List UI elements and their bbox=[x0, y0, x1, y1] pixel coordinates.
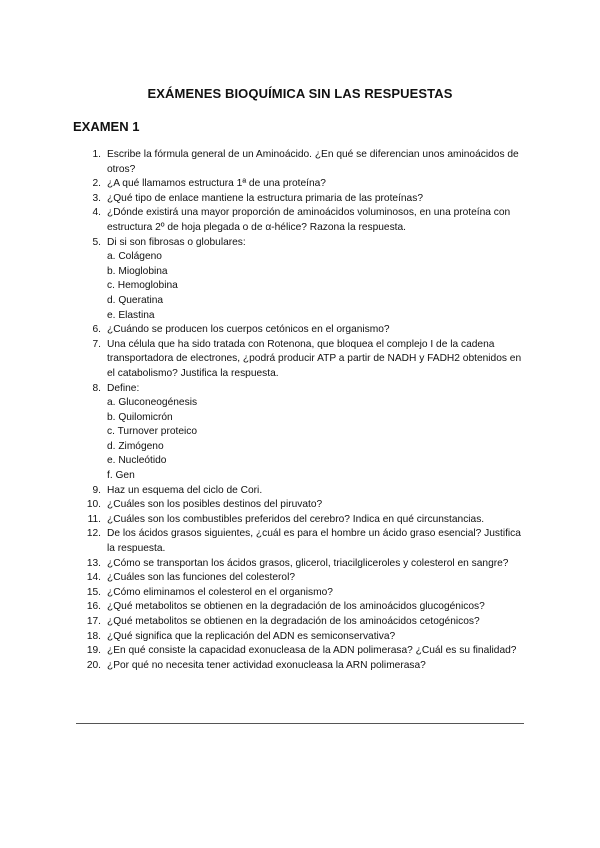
question-text: ¿Qué metabolitos se obtienen en la degradación de los aminoácidos cetogénicos? bbox=[107, 616, 480, 627]
question-number: 6. bbox=[92, 324, 101, 336]
question-item bbox=[80, 177, 530, 192]
sub-option: d. Queratina bbox=[107, 294, 164, 306]
question-number: 15. bbox=[86, 586, 101, 598]
question-number: 13. bbox=[86, 557, 101, 569]
question-item bbox=[80, 236, 530, 324]
sub-option: d. Zimógeno bbox=[107, 440, 164, 452]
sub-option: e. Nucleótido bbox=[107, 455, 167, 467]
question-number: 14. bbox=[86, 572, 101, 584]
question-text: Una célula que ha sido tratada con Rotenona, que bloquea el complejo I de la cadena transportadora de electrones, ¿podrá producir ATP a partir de NADH y FADH2 obtenidos en el catabolismo? Justifica la respuesta. bbox=[107, 338, 522, 379]
question-text: Haz un esquema del ciclo de Cori. bbox=[107, 484, 263, 496]
document-title: EXÁMENES BIOQUÍMICA SIN LAS RESPUESTAS bbox=[147, 86, 453, 101]
question-item bbox=[80, 484, 530, 499]
question-item bbox=[80, 206, 530, 235]
question-item bbox=[80, 557, 530, 572]
question-text: ¿A qué llamamos estructura 1ª de una proteína? bbox=[107, 178, 326, 190]
question-text: ¿Cuáles son las funciones del colesterol? bbox=[107, 572, 296, 584]
question-number: 10. bbox=[86, 499, 101, 511]
sub-option: b. Mioglobina bbox=[107, 265, 168, 277]
question-item bbox=[80, 586, 530, 601]
question-item bbox=[80, 659, 530, 674]
question-text: ¿Qué metabolitos se obtienen en la degradación de los aminoácidos glucogénicos? bbox=[107, 601, 485, 613]
question-item bbox=[80, 323, 530, 338]
question-text: ¿En qué consiste la capacidad exonucleasa de la ADN polimerasa? ¿Cuál es su finalidad? bbox=[107, 645, 517, 657]
question-item bbox=[80, 615, 530, 630]
question-item bbox=[80, 382, 530, 484]
question-text: ¿Qué significa que la replicación del ADN es semiconservativa? bbox=[107, 630, 396, 642]
question-number: 1. bbox=[92, 149, 101, 160]
question-item bbox=[80, 498, 530, 513]
question-number: 16. bbox=[86, 601, 101, 613]
question-item bbox=[80, 513, 530, 528]
question-text: Escribe la fórmula general de un Aminoácido. ¿En qué se diferencian unos aminoácidos de otros? bbox=[107, 149, 519, 175]
question-text: ¿Cuáles son los posibles destinos del piruvato? bbox=[107, 499, 323, 511]
sub-option: f. Gen bbox=[107, 470, 135, 482]
divider-line bbox=[76, 723, 524, 724]
question-item bbox=[80, 571, 530, 586]
question-number: 5. bbox=[92, 236, 101, 248]
sub-option: c. Hemoglobina bbox=[107, 280, 178, 292]
question-number: 20. bbox=[86, 659, 101, 671]
question-number: 4. bbox=[92, 207, 101, 219]
question-text: ¿Qué tipo de enlace mantiene la estructura primaria de las proteínas? bbox=[107, 192, 423, 204]
question-item bbox=[80, 600, 530, 615]
question-item bbox=[80, 338, 530, 382]
sub-option: c. Turnover proteico bbox=[107, 426, 198, 438]
question-text: ¿Cómo eliminamos el colesterol en el organismo? bbox=[107, 586, 333, 598]
question-list bbox=[80, 148, 530, 673]
question-text: De los ácidos grasos siguientes, ¿cuál es para el hombre un ácido graso esencial? Justifica la respuesta. bbox=[107, 528, 521, 555]
question-text: ¿Cuáles son los combustibles preferidos del cerebro? Indica en qué circunstancias. bbox=[107, 513, 485, 525]
question-number: 12. bbox=[86, 528, 101, 540]
question-text: ¿Dónde existirá una mayor proporción de aminoácidos voluminosos, en una proteína con estructura 2º de hoja plegada o de α-hélice? Razona la respuesta. bbox=[107, 207, 511, 233]
question-number: 11. bbox=[87, 513, 101, 525]
question-item bbox=[80, 148, 530, 177]
question-text: ¿Cómo se transportan los ácidos grasos, glicerol, triacilgliceroles y colesterol en sangre? bbox=[107, 557, 509, 569]
question-item bbox=[80, 644, 530, 659]
sub-option-list bbox=[107, 250, 530, 323]
question-text: ¿Por qué no necesita tener actividad exonucleasa la ARN polimerasa? bbox=[107, 659, 426, 671]
question-text: Di si son fibrosas o globulares: bbox=[107, 236, 246, 248]
question-number: 7. bbox=[92, 338, 101, 350]
question-item bbox=[80, 527, 530, 556]
sub-option: e. Elastina bbox=[107, 309, 155, 321]
question-number: 3. bbox=[92, 192, 101, 204]
sub-option: a. Gluconeogénesis bbox=[107, 397, 198, 409]
question-item bbox=[80, 630, 530, 645]
question-number: 2. bbox=[92, 178, 101, 190]
sub-option-list bbox=[107, 396, 530, 484]
sub-option: a. Colágeno bbox=[107, 251, 162, 263]
question-number: 8. bbox=[92, 382, 101, 394]
question-text: Define: bbox=[107, 382, 140, 394]
sub-option: b. Quilomicrón bbox=[107, 411, 173, 423]
question-number: 19. bbox=[86, 645, 101, 657]
question-number: 17. bbox=[86, 616, 101, 627]
question-number: 18. bbox=[86, 630, 101, 642]
question-number: 9. bbox=[92, 484, 101, 496]
exam-heading: EXAMEN 1 bbox=[73, 119, 140, 134]
question-text: ¿Cuándo se producen los cuerpos cetónicos en el organismo? bbox=[107, 324, 390, 336]
question-item bbox=[80, 192, 530, 207]
